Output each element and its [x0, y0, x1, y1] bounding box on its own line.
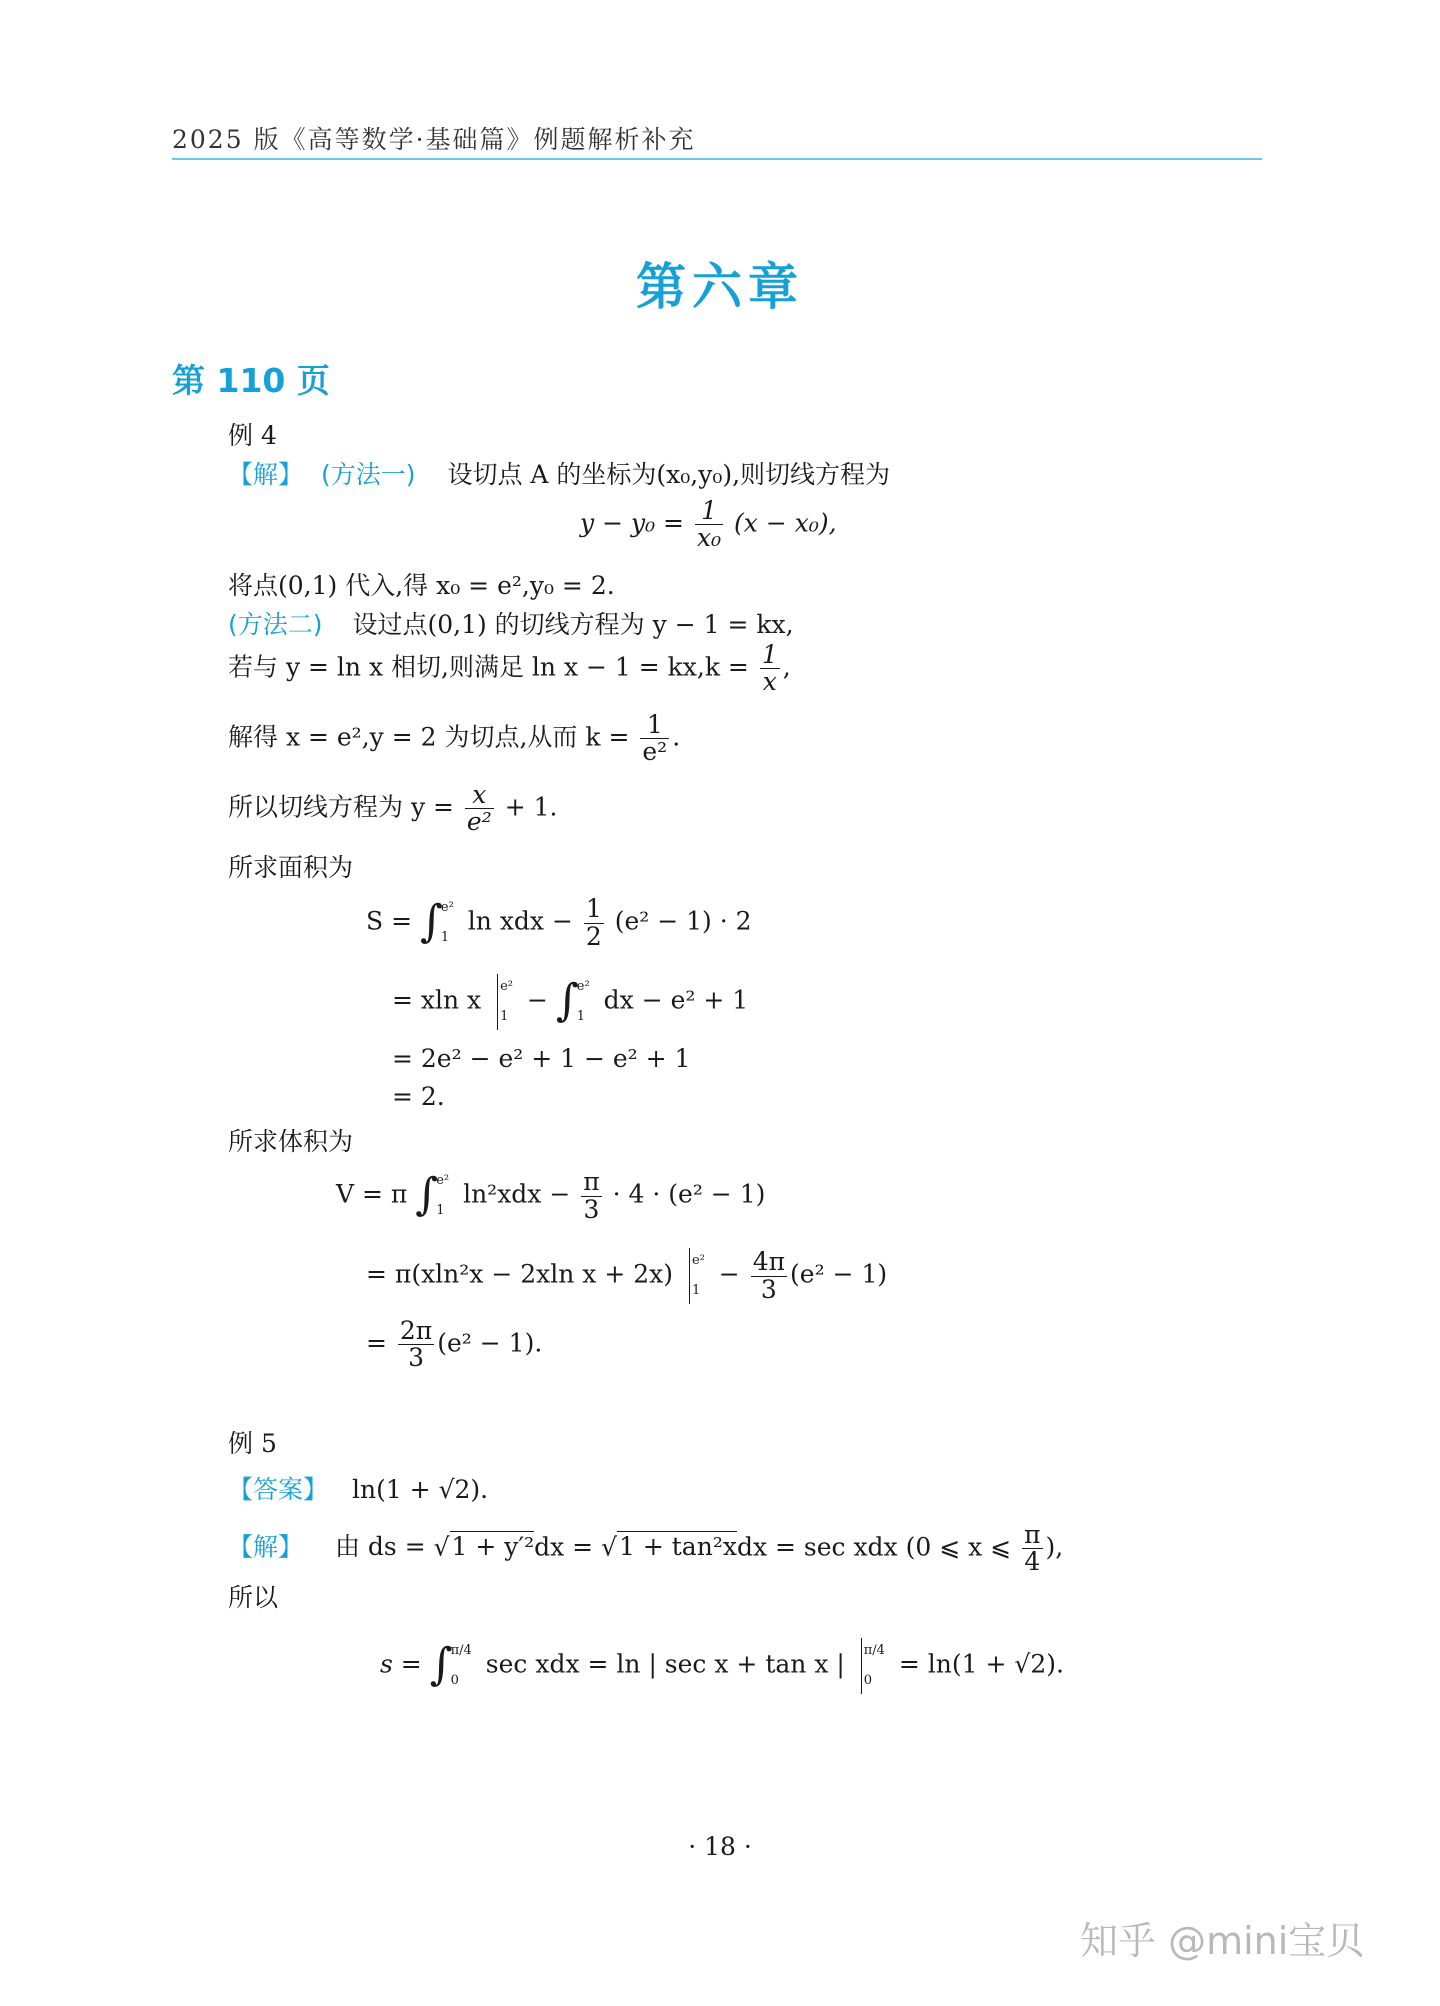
- text: = π(xln²x − 2xln x + 2x): [366, 1259, 673, 1289]
- fraction-numerator: 1: [640, 712, 669, 739]
- upper-limit: e²: [691, 1253, 705, 1268]
- upper-limit: e²: [436, 1173, 450, 1188]
- upper-limit: π/4: [863, 1643, 885, 1658]
- solve-line: [228, 712, 680, 766]
- watermark: 知乎 @mini宝贝: [1080, 1919, 1365, 1963]
- therefore-text: 所以: [228, 1583, 279, 1612]
- method-1-tag: (方法一): [320, 460, 416, 489]
- text: + 1.: [504, 792, 558, 822]
- answer-tag: 【答案】: [228, 1475, 329, 1504]
- fraction-numerator: 4π: [752, 1247, 786, 1277]
- lower-limit: 1: [576, 1009, 586, 1024]
- upper-limit: e²: [500, 979, 513, 994]
- lower-limit: 1: [500, 1009, 509, 1024]
- fraction-denominator: 3: [760, 1274, 777, 1304]
- running-header: 2025 版《高等数学·基础篇》例题解析补充: [172, 125, 696, 154]
- fraction-denominator: 2: [585, 921, 602, 951]
- lower-limit: 1: [691, 1283, 701, 1298]
- upper-limit: e²: [576, 979, 590, 994]
- equation-rhs: (x − x₀),: [734, 508, 837, 538]
- method-2-text: 设过点(0,1) 的切线方程为 y − 1 = kx,: [352, 610, 794, 639]
- fraction-numerator: 1: [585, 894, 602, 924]
- radicand: 1 + tan²x: [619, 1532, 737, 1562]
- fraction-denominator: x₀: [696, 523, 722, 553]
- arc-length-line: 【解】 由 ds = √1 + y′²dx = √1 + tan²xdx = sec xdx (0 ⩽ x ⩽ $\frac{\pi}{4}$ ),: [228, 1520, 1064, 1577]
- text: 由 ds =: [334, 1532, 426, 1562]
- text: =: [366, 1328, 387, 1358]
- lower-limit: 1: [440, 930, 450, 945]
- integral-sign: ∫: [555, 974, 579, 1026]
- header-rule: [172, 158, 1262, 160]
- text: dx − e² + 1: [603, 985, 749, 1015]
- fraction-denominator: 3: [408, 1343, 425, 1373]
- fraction-numerator: 1: [695, 498, 723, 525]
- fraction-numerator: π: [1024, 1520, 1041, 1549]
- evaluation-bar: [689, 1248, 690, 1304]
- solution-tag: 【解】: [228, 460, 304, 489]
- area-line-1: [366, 893, 752, 953]
- arc-length-integral: [380, 1636, 1064, 1696]
- text: .: [672, 722, 681, 752]
- fraction-denominator: 4: [1024, 1547, 1041, 1577]
- integral-sign: ∫: [415, 1168, 439, 1220]
- fraction-denominator: x: [762, 667, 777, 697]
- text: S =: [366, 906, 413, 936]
- example-5-label: 例 5: [228, 1429, 277, 1458]
- method-2-line: [228, 605, 794, 641]
- area-title: 所求面积为: [228, 853, 354, 882]
- fraction-numerator: 2π: [399, 1316, 433, 1345]
- chapter-title: 第六章: [636, 258, 804, 316]
- substitution-line: 将点(0,1) 代入,得 x₀ = e²,y₀ = 2.: [228, 571, 615, 600]
- lower-limit: 0: [450, 1673, 459, 1688]
- evaluation-bar: [497, 974, 498, 1030]
- text: 解得 x = e²,y = 2 为切点,从而 k =: [228, 722, 630, 752]
- text: V = π: [336, 1179, 408, 1209]
- text: ln xdx −: [467, 906, 573, 936]
- text: dx =: [534, 1532, 594, 1562]
- text: ln²xdx −: [463, 1179, 571, 1209]
- text: (e² − 1): [790, 1259, 888, 1289]
- method-2-tag: (方法二): [228, 610, 323, 639]
- text: dx = sec xdx (0 ⩽ x ⩽: [736, 1532, 1012, 1562]
- tangent-equation: [580, 498, 837, 552]
- text: (e² − 1) · 2: [614, 906, 752, 936]
- text: ,: [782, 652, 791, 682]
- fraction-denominator: 3: [583, 1194, 600, 1224]
- text: (e² − 1).: [437, 1328, 543, 1358]
- solution-tag: 【解】: [228, 1532, 304, 1562]
- page-reference-title: 第 110 页: [172, 361, 330, 400]
- integral-sign: ∫: [419, 895, 443, 947]
- text: = ln(1 + √2).: [898, 1649, 1064, 1679]
- method-1-text: 设切点 A 的坐标为(x₀,y₀),则切线方程为: [447, 460, 891, 489]
- answer-value: ln(1 + √2).: [351, 1475, 489, 1504]
- page-number: · 18 ·: [688, 1832, 752, 1861]
- area-line-3: = 2e² − e² + 1 − e² + 1: [392, 1044, 691, 1073]
- fraction-numerator: x: [465, 782, 494, 809]
- text: −: [526, 985, 548, 1015]
- text: 若与 y = ln x 相切,则满足 ln x − 1 = kx,k =: [228, 652, 749, 682]
- fraction-numerator: 1: [761, 640, 778, 669]
- text: s =: [380, 1649, 422, 1679]
- lower-limit: 0: [863, 1673, 873, 1688]
- text: ),: [1045, 1532, 1064, 1562]
- text: · 4 · (e² − 1): [612, 1179, 766, 1209]
- volume-title: 所求体积为: [228, 1127, 354, 1156]
- text: sec xdx = ln | sec x + tan x |: [485, 1649, 845, 1679]
- area-line-4: = 2.: [392, 1082, 445, 1111]
- example-4-label: 例 4: [228, 421, 277, 450]
- text: = xln x: [392, 985, 482, 1015]
- fraction-numerator: π: [583, 1167, 600, 1197]
- lower-limit: 1: [436, 1203, 445, 1218]
- method-1-line: [228, 455, 890, 491]
- tangent-condition: [228, 642, 791, 696]
- radicand: 1 + y′²: [451, 1532, 535, 1562]
- evaluation-bar: [861, 1638, 862, 1694]
- integral-sign: ∫: [429, 1638, 453, 1690]
- text: 所以切线方程为 y =: [228, 792, 454, 822]
- area-line-2: [392, 972, 748, 1032]
- upper-limit: π/4: [450, 1643, 472, 1658]
- fraction-denominator: e²: [642, 737, 668, 767]
- volume-line-2: [366, 1246, 887, 1306]
- equation-lhs: y − y₀ =: [580, 508, 685, 538]
- volume-line-3: [366, 1318, 542, 1372]
- tangent-line-result: [228, 782, 557, 836]
- volume-line-1: [336, 1166, 765, 1226]
- fraction-denominator: e²: [466, 807, 492, 837]
- text: −: [718, 1259, 740, 1289]
- answer-line: [228, 1470, 488, 1506]
- upper-limit: e²: [440, 900, 454, 915]
